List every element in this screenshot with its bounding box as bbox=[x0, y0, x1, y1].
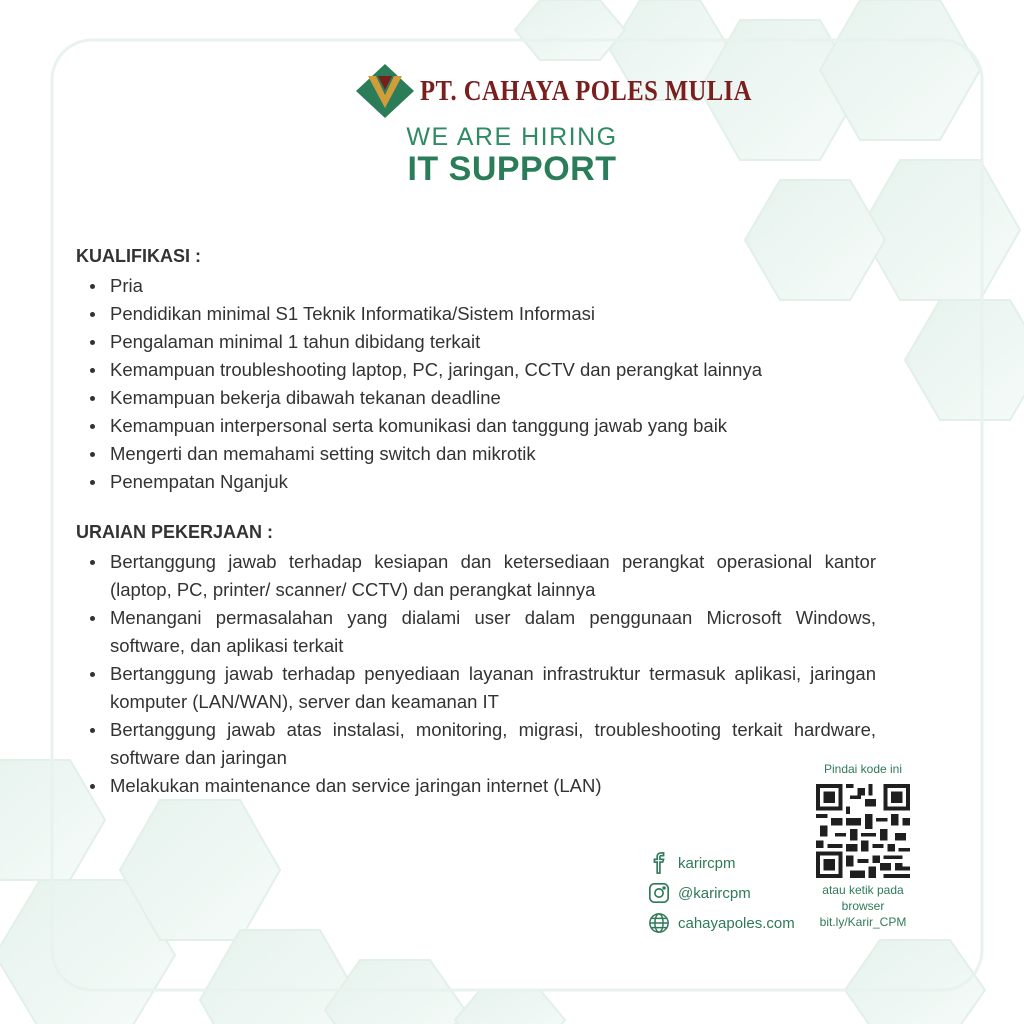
social-contacts bbox=[648, 848, 795, 938]
qr-instruction: Pindai kode ini bbox=[823, 762, 903, 776]
list-item: Bertanggung jawab terhadap penyediaan layanan infrastruktur termasuk aplikasi, jaringan komputer (LAN/WAN), server dan keamanan IT bbox=[76, 660, 876, 716]
instagram-handle: @karircpm bbox=[678, 884, 751, 902]
qr-alt-line2: browser bbox=[841, 899, 885, 913]
qualifications-section bbox=[76, 246, 876, 496]
logo-emblem-icon bbox=[354, 62, 416, 120]
hiring-tagline: WE ARE HIRING bbox=[406, 123, 618, 151]
website-contact[interactable] bbox=[648, 908, 795, 938]
job-description-section bbox=[76, 522, 876, 800]
facebook-icon bbox=[648, 852, 670, 874]
list-item: Bertanggung jawab atas instalasi, monitoring, migrasi, troubleshooting terkait hardware, software dan jaringan bbox=[76, 716, 876, 772]
job-description-heading: URAIAN PEKERJAAN : bbox=[76, 522, 274, 542]
facebook-contact[interactable] bbox=[648, 848, 795, 878]
qr-short-link[interactable]: bit.ly/Karir_CPM bbox=[819, 915, 907, 929]
job-title: IT SUPPORT bbox=[407, 150, 617, 188]
qr-alt-instruction bbox=[800, 882, 926, 930]
list-item: Penempatan Nganjuk bbox=[76, 468, 876, 496]
company-name: PT. CAHAYA POLES MULIA bbox=[420, 76, 752, 107]
qr-alt-line1: atau ketik pada bbox=[822, 883, 904, 897]
list-item: Bertanggung jawab terhadap kesiapan dan ketersediaan perangkat operasional kantor (laptop, PC, printer/ scanner/ CCTV) dan perangkat lainnya bbox=[76, 548, 876, 604]
globe-icon bbox=[648, 912, 670, 934]
qr-section bbox=[800, 762, 926, 930]
list-item: Pendidikan minimal S1 Teknik Informatika/Sistem Informasi bbox=[76, 300, 876, 328]
qr-code-icon[interactable] bbox=[816, 784, 910, 878]
list-item: Kemampuan interpersonal serta komunikasi dan tanggung jawab yang baik bbox=[76, 412, 876, 440]
list-item: Melakukan maintenance dan service jaringan internet (LAN) bbox=[76, 772, 876, 800]
job-description-list bbox=[76, 548, 876, 800]
list-item: Kemampuan bekerja dibawah tekanan deadline bbox=[76, 384, 876, 412]
qualifications-heading: KUALIFIKASI : bbox=[76, 246, 201, 266]
qualifications-list bbox=[76, 272, 876, 496]
list-item: Mengerti dan memahami setting switch dan mikrotik bbox=[76, 440, 876, 468]
list-item: Menangani permasalahan yang dialami user dalam penggunaan Microsoft Windows, software, dan aplikasi terkait bbox=[76, 604, 876, 660]
list-item: Pengalaman minimal 1 tahun dibidang terkait bbox=[76, 328, 876, 356]
list-item: Kemampuan troubleshooting laptop, PC, jaringan, CCTV dan perangkat lainnya bbox=[76, 356, 876, 384]
instagram-contact[interactable] bbox=[648, 878, 795, 908]
instagram-icon bbox=[648, 882, 670, 904]
company-logo bbox=[354, 62, 752, 120]
facebook-handle: karircpm bbox=[678, 854, 736, 872]
list-item: Pria bbox=[76, 272, 876, 300]
website-url: cahayapoles.com bbox=[678, 914, 795, 932]
